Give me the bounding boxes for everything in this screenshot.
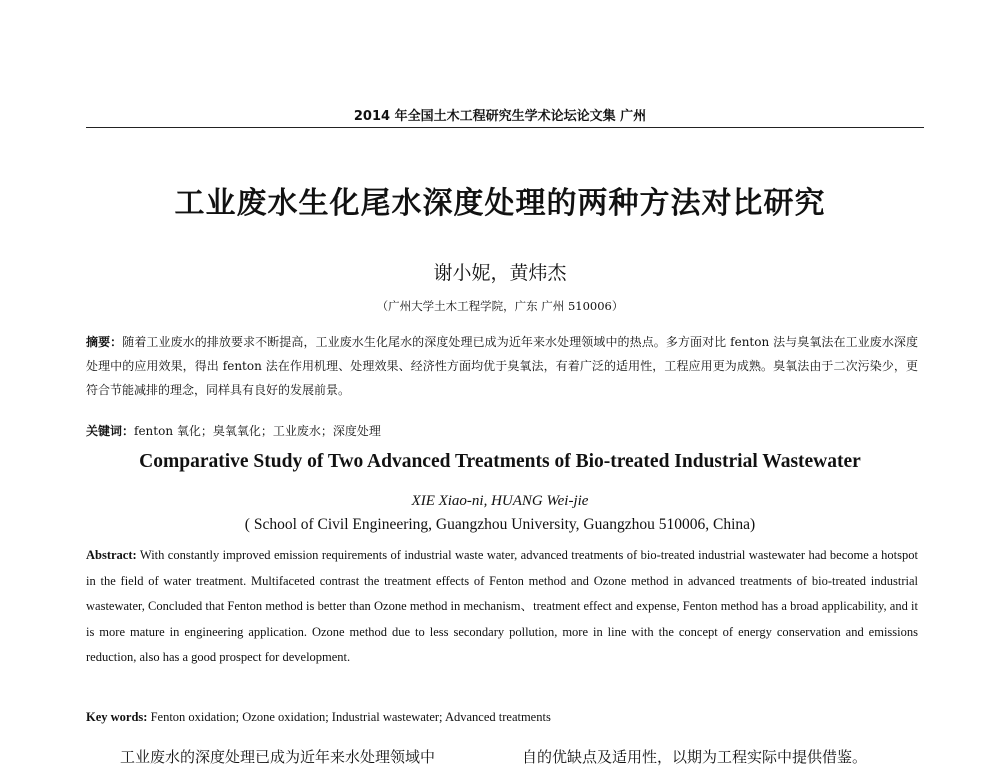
keywords-cn-label: 关键词： xyxy=(86,424,135,438)
abstract-en-label: Abstract: xyxy=(86,548,137,562)
keywords-cn-text: fenton 氧化；臭氧氧化；工业废水；深度处理 xyxy=(134,424,381,438)
abstract-cn-text: 随着工业废水的排放要求不断提高，工业废水生化尾水的深度处理已成为近年来水处理领域中的热点。多方面对比 fenton 法与臭氧法在工业废水深度处理中的应用效果，得出 fenton 法在作用机理、处理效果、经济性方面均优于臭氧法，有着广泛的适用性，工程应用更为成熟。臭氧法由于二次污染少，更符合节能减排的理念，同样具有良好的发展前景。 xyxy=(86,335,918,397)
abstract-en-text: With constantly improved emission requirements of industrial waste water, advanced treatments of bio-treated industrial wastewater had become a hotspot in the field of water treatment. Multifaceted contrast the treatment effects of Fenton method and Ozone method in advanced treatments of bio-treated industrial wastewater, Concluded that Fenton method is better than Ozone method in mechanism、treatment effect and expense, Fenton method has a broad applicability, and it is more mature in engineering application. Ozone method due to less secondary pollution, more in line with the concept of energy conservation and emissions reduction, also has a good prospect for development. xyxy=(86,548,918,664)
keywords-cn xyxy=(86,420,918,442)
authors-en: XIE Xiao-ni, HUANG Wei-jie xyxy=(411,493,589,509)
keywords-en xyxy=(86,707,918,727)
affiliation-cn: （广州大学土木工程学院，广东 广州 510006） xyxy=(376,299,624,313)
abstract-en xyxy=(86,543,918,671)
abstract-cn-label: 摘要： xyxy=(86,335,123,349)
affiliation-en: ( School of Civil Engineering, Guangzhou University, Guangzhou 510006, China) xyxy=(244,516,756,533)
authors-cn: 谢小妮，黄炜杰 xyxy=(433,262,567,284)
keywords-en-label: Key words: xyxy=(86,710,148,724)
keywords-en-text: Fenton oxidation; Ozone oxidation; Industrial wastewater; Advanced treatments xyxy=(150,710,551,724)
running-header: 2014 年全国土木工程研究生学术论坛论文集 广州 xyxy=(353,109,647,124)
body-text-right-column: 自的优缺点及适用性，以期为工程实际中提供借鉴。 xyxy=(522,748,868,766)
header-rule xyxy=(86,127,924,128)
abstract-cn xyxy=(86,330,918,402)
paper-title-cn: 工业废水生化尾水深度处理的两种方法对比研究 xyxy=(174,186,826,221)
paper-title-en: Comparative Study of Two Advanced Treatments of Bio-treated Industrial Wastewater xyxy=(139,451,861,472)
body-text-left-column: 工业废水的深度处理已成为近年来水处理领域中 xyxy=(120,748,436,766)
